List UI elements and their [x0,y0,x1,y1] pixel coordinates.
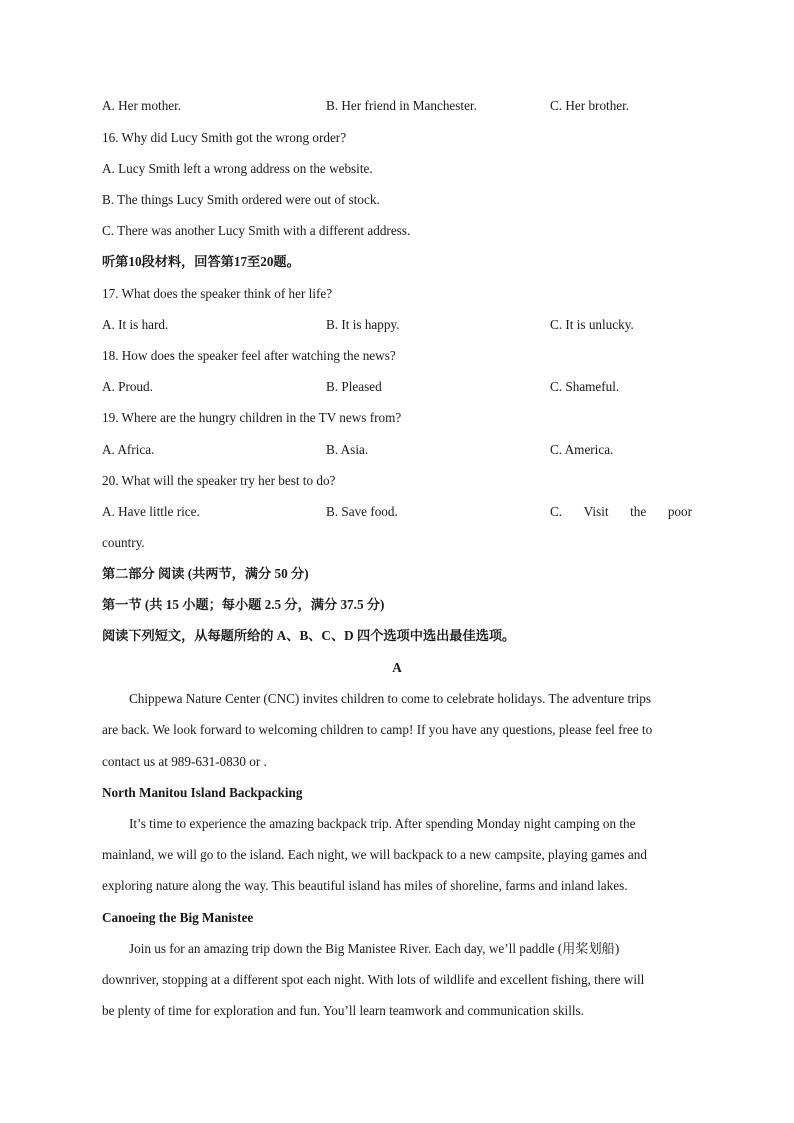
q20-question: 20. What will the speaker try her best to do? [102,473,336,488]
q15-option-b: B. Her friend in Manchester. [326,98,477,113]
q19-option-b: B. Asia. [326,442,369,457]
para2-line-1: Join us for an amazing trip down the Big Manistee River. Each day, we’ll paddle (用桨划船) [129,941,620,956]
q18-option-a: A. Proud. [102,379,153,394]
q19-option-c: C. America. [550,442,614,457]
q16-option-b: B. The things Lucy Smith ordered were out of stock. [102,192,380,207]
q20-option-c-word: poor [667,504,692,519]
heading-canoeing: Canoeing the Big Manistee [102,910,254,925]
para2-line-3: be plenty of time for exploration and fun. You’ll learn teamwork and communication skills. [102,1003,584,1018]
q19-option-a: A. Africa. [102,442,155,457]
intro-line-2: are back. We look forward to welcoming children to camp! If you have any questions, please feel free to [102,722,653,737]
section1-title: 第一节 (共 15 小题；每小题 2.5 分，满分 37.5 分) [102,597,385,612]
q18-option-b: B. Pleased [326,379,382,394]
q17-option-c: C. It is unlucky. [550,317,634,332]
para2-line-2: downriver, stopping at a different spot each night. With lots of wildlife and excellent fishing, there will [102,972,645,987]
q18-option-c: C. Shameful. [550,379,620,394]
heading-north-manitou: North Manitou Island Backpacking [102,785,303,800]
q16-question: 16. Why did Lucy Smith got the wrong order? [102,130,347,145]
q20-option-c-continued: country. [102,535,145,550]
q17-question: 17. What does the speaker think of her life? [102,286,333,301]
q20-option-b: B. Save food. [326,504,398,519]
part2-title: 第二部分 阅读 (共两节，满分 50 分) [102,566,309,581]
q15-option-c: C. Her brother. [550,98,630,113]
q20-option-c [550,504,692,520]
q19-question: 19. Where are the hungry children in the TV news from? [102,410,402,425]
intro-line-1: Chippewa Nature Center (CNC) invites children to come to celebrate holidays. The adventure trips [129,691,651,706]
q20-option-a: A. Have little rice. [102,504,200,519]
para1-line-1: It’s time to experience the amazing backpack trip. After spending Monday night camping on the [129,816,636,831]
q20-option-c-word: the [630,504,647,519]
para1-line-3: exploring nature along the way. This beautiful island has miles of shoreline, farms and inland lakes. [102,878,628,893]
q15-option-a: A. Her mother. [102,98,182,113]
reading-instruction: 阅读下列短文，从每题所给的 A、B、C、D 四个选项中选出最佳选项。 [102,628,516,643]
q16-option-a: A. Lucy Smith left a wrong address on the website. [102,161,373,176]
para1-line-2: mainland, we will go to the island. Each night, we will backpack to a new campsite, playing games and [102,847,647,862]
intro-line-3: contact us at 989-631-0830 or . [102,754,267,769]
passage-label: A [392,660,402,675]
q17-option-a: A. It is hard. [102,317,169,332]
q17-option-b: B. It is happy. [326,317,400,332]
q20-option-c-word: Visit [583,504,609,519]
q16-option-c: C. There was another Lucy Smith with a different address. [102,223,411,238]
q20-option-c-word: C. [550,504,563,519]
section-10-instruction: 听第10段材料，回答第17至20题。 [102,254,300,269]
q18-question: 18. How does the speaker feel after watching the news? [102,348,396,363]
